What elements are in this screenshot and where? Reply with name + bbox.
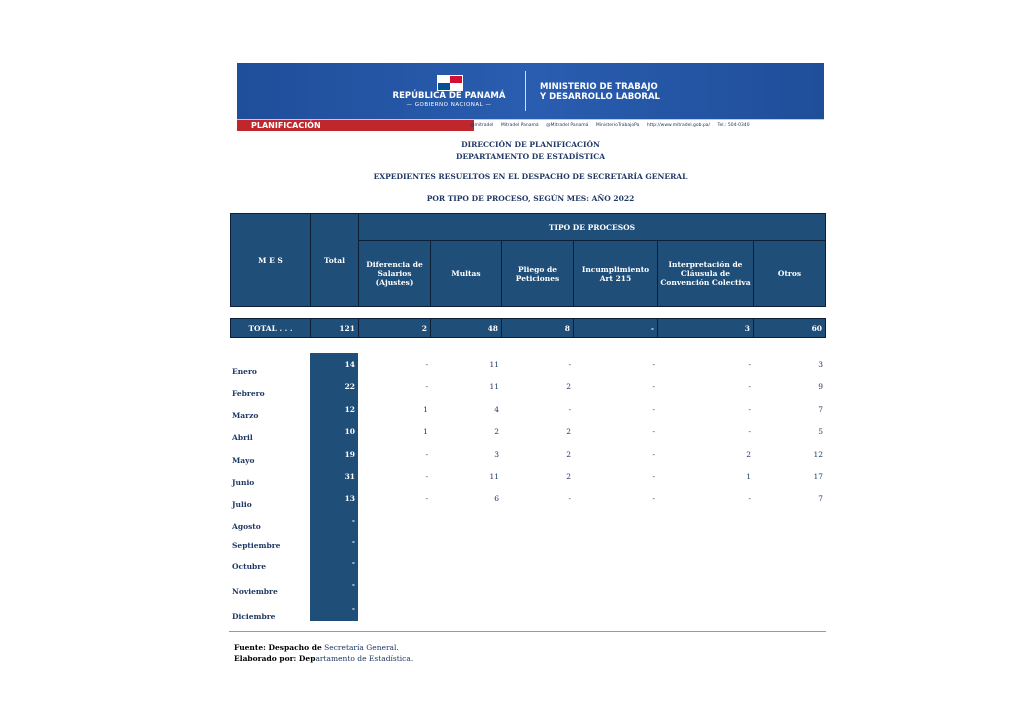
table-cell: 17: [813, 472, 823, 481]
month-label: Julio: [232, 500, 252, 509]
table-cell: 2: [566, 450, 571, 459]
table-cell: 1: [423, 427, 428, 436]
section-tag: PLANIFICACIÓN: [237, 120, 474, 131]
table-cell: -: [568, 360, 571, 369]
month-total: 13: [344, 494, 355, 503]
month-total: -: [351, 604, 355, 613]
month-label: Mayo: [232, 456, 255, 465]
social-links: [470, 121, 820, 130]
month-label: Abril: [232, 433, 253, 442]
table-cell: 11: [489, 472, 499, 481]
month-total: -: [351, 580, 355, 589]
total-row-label: TOTAL . . .: [230, 318, 311, 338]
phone-number: Tel.: 504-0340: [717, 123, 750, 128]
month-label: Octubre: [232, 562, 266, 571]
title-direction: DIRECCIÓN DE PLANIFICACIÓN: [461, 140, 600, 149]
month-label: Febrero: [232, 389, 265, 398]
banner-divider: [525, 71, 526, 111]
table-cell: 1: [423, 405, 428, 414]
month-total: -: [351, 558, 355, 567]
table-cell: 2: [566, 427, 571, 436]
table-cell: -: [748, 494, 751, 503]
table-cell: 9: [818, 382, 823, 391]
table-cell: -: [425, 382, 428, 391]
table-cell: -: [748, 427, 751, 436]
col-header-interpretacion: Interpretación de Cláusula de Convención Colectiva: [657, 240, 754, 307]
col-header-incumplimiento: Incumplimiento Art 215: [573, 240, 658, 307]
prepared-by-note: Elaborado por: Departamento de Estadística.: [234, 654, 414, 663]
col-header-multas: Multas: [430, 240, 502, 307]
table-cell: 3: [494, 450, 499, 459]
table-cell: 11: [489, 360, 499, 369]
month-label: Septiembre: [232, 541, 281, 550]
table-cell: -: [425, 494, 428, 503]
total-row-interpretacion: 3: [657, 318, 754, 338]
table-cell: -: [652, 360, 655, 369]
month-total: 19: [344, 450, 355, 459]
facebook-handle: Mitradel Panamá: [500, 123, 539, 128]
month-label: Agosto: [232, 522, 261, 531]
table-cell: -: [652, 450, 655, 459]
month-total: 22: [344, 382, 355, 391]
col-header-otros: Otros: [753, 240, 826, 307]
table-cell: -: [652, 494, 655, 503]
table-cell: -: [748, 382, 751, 391]
table-cell: -: [748, 360, 751, 369]
table-cell: 2: [494, 427, 499, 436]
col-header-total: Total: [310, 213, 359, 307]
table-cell: 7: [818, 494, 823, 503]
panama-flag-icon: [437, 75, 463, 91]
total-row-otros: 60: [753, 318, 826, 338]
col-header-group: TIPO DE PROCESOS: [358, 213, 826, 241]
table-cell: -: [425, 450, 428, 459]
title-department: DEPARTAMENTO DE ESTADÍSTICA: [455, 152, 606, 161]
table-cell: 11: [489, 382, 499, 391]
republic-label: REPÚBLICA DE PANAMÁ — GOBIERNO NACIONAL —: [392, 91, 506, 108]
total-row-total: 121: [310, 318, 359, 338]
table-cell: -: [652, 405, 655, 414]
total-row-pliego: 8: [501, 318, 574, 338]
table-cell: -: [652, 472, 655, 481]
ministry-name: MINISTERIO DE TRABAJO Y DESARROLLO LABORAL: [540, 82, 660, 102]
total-row-incumplimiento: -: [573, 318, 658, 338]
twitter-handle: @mitradel: [470, 123, 494, 128]
banner-background: [237, 63, 824, 119]
table-bottom-rule: [229, 631, 826, 632]
month-total: -: [351, 537, 355, 546]
month-total: -: [351, 516, 355, 525]
table-cell: -: [425, 472, 428, 481]
website-link: http://www.mitradel.gob.pa/: [646, 123, 711, 128]
total-row-diferencia: 2: [358, 318, 431, 338]
col-header-pliego: Pliego de Peticiones: [501, 240, 574, 307]
table-cell: -: [748, 405, 751, 414]
month-total: 31: [344, 472, 355, 481]
month-label: Diciembre: [232, 612, 276, 621]
source-note: Fuente: Despacho de Secretaría General.: [234, 643, 399, 652]
title-subtitle: POR TIPO DE PROCESO, SEGÚN MES: AÑO 2022: [426, 194, 635, 203]
table-cell: -: [652, 382, 655, 391]
month-label: Marzo: [232, 411, 259, 420]
month-total: 10: [344, 427, 355, 436]
title-report: EXPEDIENTES RESUELTOS EN EL DESPACHO DE SECRETARÍA GENERAL: [373, 172, 688, 181]
month-label: Enero: [232, 367, 257, 376]
col-header-mes: M E S: [230, 213, 311, 307]
col-header-diferencia: Diferencia de Salarios (Ajustes): [358, 240, 431, 307]
table-cell: -: [425, 360, 428, 369]
month-label: Junio: [232, 478, 255, 487]
table-cell: 4: [494, 405, 499, 414]
total-row-multas: 48: [430, 318, 502, 338]
table-cell: 1: [746, 472, 751, 481]
table-cell: -: [568, 494, 571, 503]
table-cell: 2: [746, 450, 751, 459]
table-cell: 5: [818, 427, 823, 436]
table-cell: -: [652, 427, 655, 436]
month-label: Noviembre: [232, 587, 278, 596]
month-total: 12: [344, 405, 355, 414]
table-cell: -: [568, 405, 571, 414]
table-cell: 2: [566, 472, 571, 481]
table-cell: 7: [818, 405, 823, 414]
youtube-handle: MinisterioTrabajoPa: [595, 123, 640, 128]
table-cell: 12: [813, 450, 823, 459]
table-cell: 3: [818, 360, 823, 369]
instagram-handle: @Mitradel Panamá: [546, 123, 589, 128]
month-total: 14: [344, 360, 355, 369]
table-cell: 6: [494, 494, 499, 503]
table-cell: 2: [566, 382, 571, 391]
